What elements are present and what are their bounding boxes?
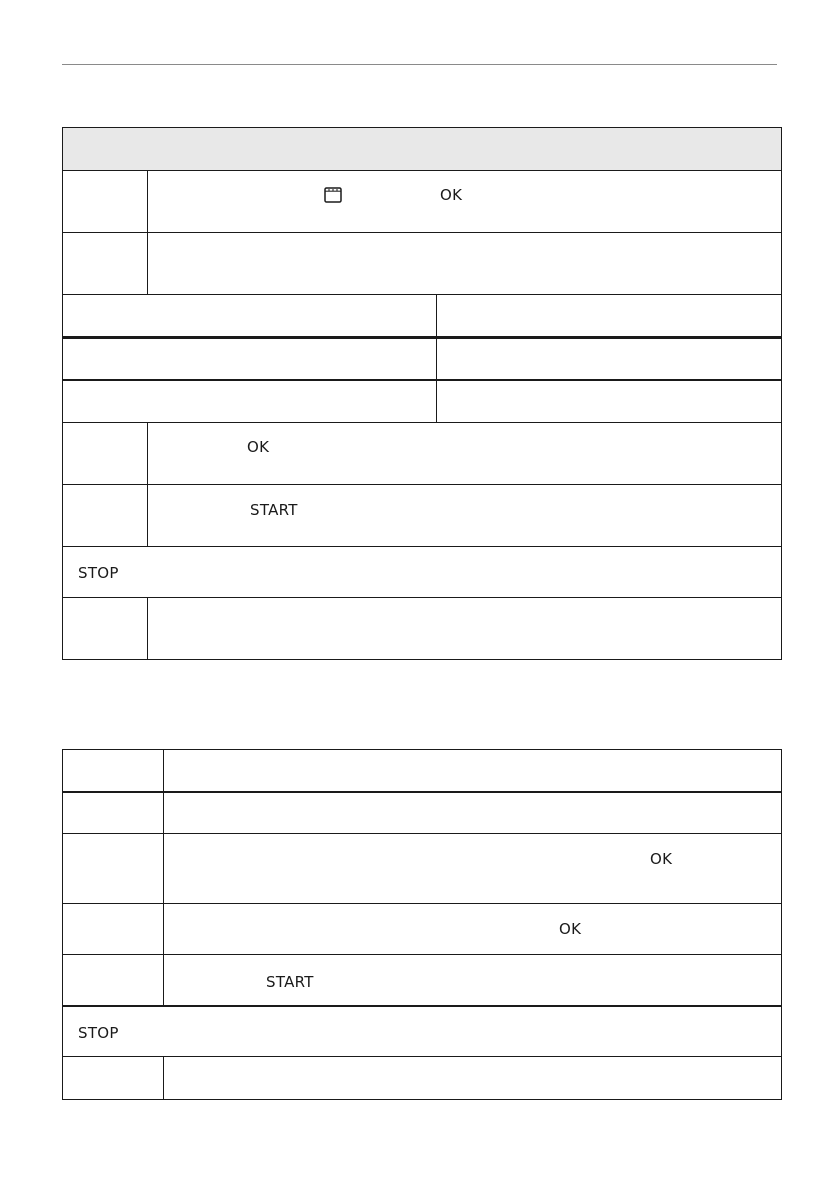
table-1-step-4-number-cell [63, 423, 148, 484]
table-1-step-1-number-cell [63, 171, 148, 232]
stop-key-label: STOP [78, 564, 119, 582]
table-1-split-row-2 [62, 337, 782, 380]
table-1-split-row-1-left [63, 295, 437, 336]
ok-key-label: OK [559, 920, 582, 938]
table-1-split-row-2-left [63, 339, 437, 379]
table-2-stop-row [62, 1005, 782, 1057]
table-2-row-7-number-cell [63, 1057, 164, 1099]
table-1-split-row-3 [62, 379, 782, 423]
table-2-row-2-number-cell [63, 793, 164, 833]
table-2-row-3 [62, 833, 782, 904]
ok-key-label: OK [440, 186, 463, 204]
start-key-label: START [250, 501, 298, 519]
header-rule [62, 64, 777, 65]
table-1-row-step-5 [62, 484, 782, 547]
table-1-step-2-number-cell [63, 233, 148, 294]
table-1-header-row [62, 127, 782, 171]
table-1-row-step-2 [62, 232, 782, 295]
table-2-row-3-number-cell [63, 834, 164, 903]
table-1-step-5-number-cell [63, 485, 148, 546]
table-1-step-6-number-cell [63, 598, 148, 659]
oven-icon [324, 187, 342, 203]
table-2-row-4-number-cell [63, 904, 164, 954]
start-key-label: START [266, 973, 314, 991]
table-1-stop-row [62, 546, 782, 598]
table-2-row-1 [62, 749, 782, 792]
table-2-row-5-number-cell [63, 955, 164, 1005]
table-1-row-step-6 [62, 597, 782, 660]
table-1-split-row-1 [62, 294, 782, 337]
table-1-row-step-1 [62, 170, 782, 233]
table-1-split-row-3-left [63, 381, 437, 422]
ok-key-label: OK [247, 438, 270, 456]
table-2-row-7 [62, 1056, 782, 1100]
stop-key-label: STOP [78, 1024, 119, 1042]
table-1-row-step-4 [62, 422, 782, 485]
table-2-row-1-number-cell [63, 750, 164, 791]
table-2-row-2 [62, 791, 782, 834]
table-2-row-5 [62, 954, 782, 1006]
ok-key-label: OK [650, 850, 673, 868]
table-2-row-4 [62, 903, 782, 955]
